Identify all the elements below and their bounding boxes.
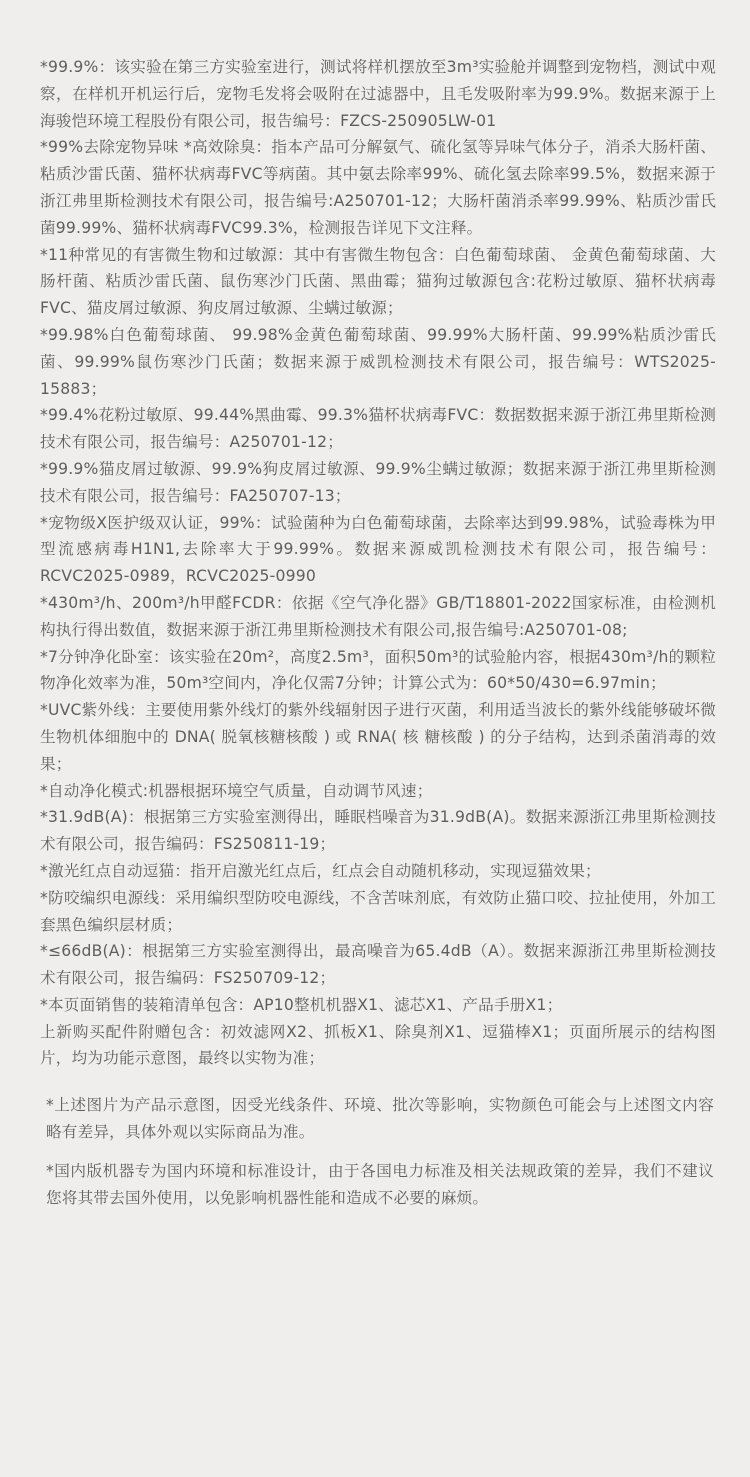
footnote-laser-cat-toy: *激光红点自动逗猫：指开启激光红点后，红点会自动随机移动，实现逗猫效果； [40, 861, 601, 880]
footnote-odor-removal: *99%去除宠物异味 *高效除臭：指本产品可分解氨气、硫化氢等异味气体分子，消杀大肠杆菌、粘质沙雷氏菌、猫杯状病毒FVC等病菌。其中氨去除率99%、硫化氢去除率99.5%，数据来源于浙江弗里斯检测技术有限公司，报告编号:A250701-12；大肠杆菌消杀率99.99%、粘质沙雷氏菌99.99%、猫杯状病毒FVC99.3%，检测报告详见下文注释。 [40, 138, 716, 237]
footnote-bite-proof-cord: *防咬编织电源线：采用编织型防咬电源线，不含苦味剂底，有效防止猫口咬、拉扯使用，外加工套黑色编织层材质； [40, 888, 716, 934]
footnote-max-noise: *≤66dB(A)：根据第三方实验室测得出，最高噪音为65.4dB（A）。数据来源浙江弗里斯检测技术有限公司，报告编码：FS250709-12； [40, 942, 716, 988]
footnote-uvc: *UVC紫外线：主要使用紫外线灯的紫外线辐射因子进行灭菌，利用适当波长的紫外线能够破坏微生物机体细胞中的 DNA( 脱氧核糖核酸 ) 或 RNA( 核 糖核酸 ) 的分子结构，达到杀菌消毒的效果； [40, 701, 716, 773]
footnote-package-list: *本页面销售的装箱清单包含：AP10整机机器X1、滤芯X1、产品手册X1； [40, 995, 563, 1014]
footnote-dual-certification: *宠物级X医护级双认证，99%：试验菌种为白色葡萄球菌，去除率达到99.98%，试验毒株为甲型流感病毒H1N1,去除率大于99.99%。数据来源威凯检测技术有限公司，报告编号：RCVC2025-0989，RCVC2025-0990 [40, 513, 716, 586]
footnote-pet-hair: *99.9%：该实验在第三方实验室进行，测试将样机摆放至3m³实验舱并调整到宠物档，测试中观察，在样机开机运行后，宠物毛发将会吸附在过滤器中，且毛发吸附率为99.9%。数据来源于上海骏恺环境工程股份有限公司，报告编号：FZCS-250905LW-01 [40, 58, 716, 130]
footnote-bacteria-rates: *99.98%白色葡萄球菌、 99.98%金黄色葡萄球菌、99.99%大肠杆菌、99.99%粘质沙雷氏菌、99.99%鼠伤寒沙门氏菌；数据来源于威凯检测技术有限公司，报告编号：WTS2025-15883； [40, 325, 716, 398]
footnotes-section [40, 54, 716, 1072]
footnote-bonus-accessories: 上新购买配件附赠包含：初效滤网X2、抓板X1、除臭剂X1、逗猫棒X1；页面所展示的结构图片，均为功能示意图，最终以实物为准； [40, 1022, 716, 1068]
disclaimer-domestic-version: *国内版机器专为国内环境和标准设计，由于各国电力标准及相关法规政策的差异，我们不建议您将其带去国外使用，以免影响机器性能和造成不必要的麻烦。 [46, 1161, 714, 1207]
footnote-auto-mode: *自动净化模式:机器根据环境空气质量，自动调节风速； [40, 781, 433, 800]
footnote-7-minute-purify: *7分钟净化卧室：该实验在20m²，高度2.5m³，面积50m³的试验舱内容，根据430m³/h的颗粒物净化效率为准，50m³空间内，净化仅需7分钟；计算公式为：60*50/430=6.97min； [40, 647, 716, 693]
footnote-sleep-noise: *31.9dB(A)：根据第三方实验室测得出，睡眠档噪音为31.9dB(A)。数据来源浙江弗里斯检测技术有限公司，报告编码：FS250811-19； [40, 808, 716, 854]
footnote-dander-mites: *99.9%猫皮屑过敏源、99.9%狗皮屑过敏源、99.9%尘螨过敏源；数据来源于浙江弗里斯检测技术有限公司，报告编号：FA250707-13； [40, 459, 716, 505]
disclaimer-image-color: *上述图片为产品示意图，因受光线条件、环境、批次等影响，实物颜色可能会与上述图文内容略有差异，具体外观以实际商品为准。 [46, 1096, 714, 1142]
disclaimer-section [46, 1092, 714, 1211]
footnote-pollen-mold: *99.4%花粉过敏原、99.44%黑曲霉、99.3%猫杯状病毒FVC：数据数据来源于浙江弗里斯检测技术有限公司，报告编号：A250701-12； [40, 406, 716, 452]
footnote-microbes-allergens: *11种常见的有害微生物和过敏源：其中有害微生物包含：白色葡萄球菌、 金黄色葡萄球菌、大肠杆菌、粘质沙雷氏菌、鼠伤寒沙门氏菌、黑曲霉；猫狗过敏源包含:花粉过敏原、猫杯状病毒FVC、猫皮屑过敏源、狗皮屑过敏源、尘螨过敏源； [40, 245, 716, 318]
footnote-cadr: *430m³/h、200m³/h甲醛FCDR：依据《空气净化器》GB/T18801-2022国家标准，由检测机构执行得出数值，数据来源于浙江弗里斯检测技术有限公司,报告编号:A250701-08; [40, 593, 716, 639]
